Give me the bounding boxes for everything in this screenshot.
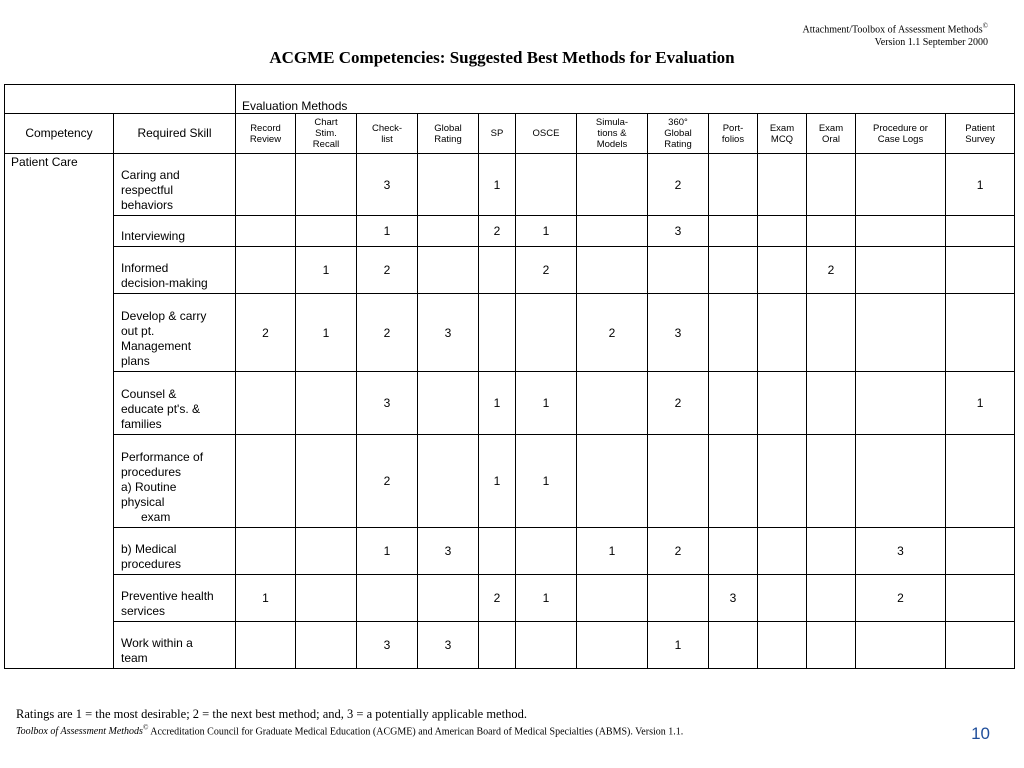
- method-header-line: Recall: [312, 139, 340, 150]
- skill-line: behaviors: [121, 198, 174, 212]
- header-blank-cell: [5, 85, 236, 114]
- rating-cell: 1: [516, 575, 577, 622]
- rating-cell: [946, 247, 1015, 294]
- method-column-header: [418, 114, 479, 154]
- method-header-line: Exam: [818, 122, 844, 134]
- skill-line: educate pt's. &: [121, 402, 201, 416]
- rating-cell: [807, 435, 856, 528]
- table-row: [5, 372, 1015, 435]
- rating-cell: [236, 622, 296, 669]
- rating-cell: 1: [648, 622, 709, 669]
- rating-cell: [357, 575, 418, 622]
- rating-cell: [577, 622, 648, 669]
- method-header-line: Global: [664, 128, 692, 139]
- method-header-line: Exam: [769, 122, 795, 134]
- rating-cell: [577, 372, 648, 435]
- method-header-line: Chart: [314, 117, 338, 128]
- required-skill-cell: [114, 435, 236, 528]
- skill-line: Interviewing: [121, 229, 186, 243]
- rating-cell: [709, 372, 758, 435]
- rating-cell: 3: [648, 294, 709, 372]
- table-row: [5, 247, 1015, 294]
- method-header-line: Patient: [965, 122, 995, 134]
- source-text: Accreditation Council for Graduate Medical Education (ACGME) and American Board of Medical Specialties (ABMS). Version 1.1.: [148, 726, 684, 738]
- required-skill-cell: [114, 622, 236, 669]
- method-header-line: Models: [596, 139, 628, 150]
- required-skill-column-header: Required Skill: [114, 114, 236, 154]
- skill-line: decision-making: [121, 276, 208, 290]
- rating-cell: [807, 372, 856, 435]
- rating-cell: [709, 294, 758, 372]
- rating-cell: 1: [479, 372, 516, 435]
- rating-cell: [236, 216, 296, 247]
- rating-cell: [856, 216, 946, 247]
- rating-cell: [296, 154, 357, 216]
- method-header-line: list: [381, 133, 393, 145]
- rating-cell: 2: [236, 294, 296, 372]
- method-header-line: Rating: [434, 133, 462, 145]
- attachment-line1: Attachment/Toolbox of Assessment Methods: [802, 24, 983, 36]
- method-header-line: tions &: [597, 128, 627, 139]
- rating-cell: 1: [236, 575, 296, 622]
- skill-line: physical: [121, 495, 165, 509]
- rating-cell: 1: [516, 435, 577, 528]
- rating-cell: 1: [479, 154, 516, 216]
- table-row: [5, 575, 1015, 622]
- skill-line: procedures: [121, 465, 182, 479]
- rating-cell: 1: [946, 154, 1015, 216]
- method-header-line: Oral: [822, 133, 840, 145]
- method-column-header: [479, 114, 516, 154]
- rating-cell: 1: [479, 435, 516, 528]
- source-note: [16, 724, 683, 737]
- rating-cell: [479, 247, 516, 294]
- rating-cell: [856, 247, 946, 294]
- rating-cell: [807, 216, 856, 247]
- rating-cell: [516, 154, 577, 216]
- method-column-header: [577, 114, 648, 154]
- rating-cell: [946, 622, 1015, 669]
- rating-cell: 1: [577, 528, 648, 575]
- attachment-copyright-mark: ©: [982, 22, 988, 30]
- rating-cell: 2: [577, 294, 648, 372]
- rating-cell: [758, 622, 807, 669]
- skill-line: Informed: [121, 261, 169, 275]
- rating-cell: 2: [648, 372, 709, 435]
- method-header-line: Case Logs: [877, 133, 924, 145]
- rating-cell: [479, 528, 516, 575]
- rating-cell: [758, 154, 807, 216]
- required-skill-cell: [114, 247, 236, 294]
- rating-cell: 3: [856, 528, 946, 575]
- skill-line: a) Routine: [121, 480, 177, 494]
- rating-cell: [758, 372, 807, 435]
- rating-cell: [236, 372, 296, 435]
- group-header-row: [5, 85, 1015, 114]
- skill-line: Management: [121, 339, 192, 353]
- skill-line: Performance of: [121, 450, 204, 464]
- rating-cell: [296, 372, 357, 435]
- table-row: [5, 216, 1015, 247]
- rating-cell: [758, 294, 807, 372]
- rating-cell: [856, 435, 946, 528]
- rating-cell: 3: [418, 294, 479, 372]
- rating-cell: 1: [516, 216, 577, 247]
- skill-line: plans: [121, 354, 150, 368]
- rating-cell: [807, 294, 856, 372]
- rating-cell: [418, 154, 479, 216]
- rating-cell: 2: [479, 216, 516, 247]
- skill-line: out pt.: [121, 324, 155, 338]
- rating-cell: [758, 575, 807, 622]
- method-column-header: [856, 114, 946, 154]
- rating-cell: 2: [648, 528, 709, 575]
- skill-line: Counsel &: [121, 387, 177, 401]
- rating-cell: [946, 575, 1015, 622]
- method-header-line: Check-: [371, 122, 403, 134]
- ratings-footnote: Ratings are 1 = the most desirable; 2 = the next best method; and, 3 = a potentially applicable method.: [16, 707, 527, 721]
- rating-cell: [709, 216, 758, 247]
- rating-cell: [807, 528, 856, 575]
- table-row: [5, 622, 1015, 669]
- rating-cell: 2: [357, 294, 418, 372]
- method-column-header: [709, 114, 758, 154]
- page-number: 10: [971, 724, 990, 743]
- rating-cell: 1: [516, 372, 577, 435]
- rating-cell: 3: [418, 528, 479, 575]
- rating-cell: [516, 528, 577, 575]
- rating-cell: [418, 435, 479, 528]
- method-header-line: Review: [249, 133, 282, 145]
- rating-cell: [946, 528, 1015, 575]
- method-column-header: [648, 114, 709, 154]
- required-skill-cell: [114, 294, 236, 372]
- method-column-header: [946, 114, 1015, 154]
- evaluation-methods-header: Evaluation Methods: [236, 85, 1015, 114]
- method-header-line: Record: [250, 122, 281, 134]
- rating-cell: [479, 294, 516, 372]
- method-header-line: folios: [721, 133, 745, 145]
- method-header-line: SP: [490, 128, 504, 139]
- rating-cell: [236, 154, 296, 216]
- skill-line: Develop & carry: [121, 309, 207, 323]
- rating-cell: [709, 247, 758, 294]
- rating-cell: [856, 154, 946, 216]
- method-header-line: Rating: [664, 139, 692, 150]
- rating-cell: 3: [357, 372, 418, 435]
- skill-line: exam: [141, 510, 171, 524]
- rating-cell: [946, 216, 1015, 247]
- method-header-line: Survey: [965, 133, 995, 145]
- rating-cell: 1: [357, 528, 418, 575]
- method-header-line: Stim.: [315, 128, 337, 139]
- rating-cell: [758, 435, 807, 528]
- rating-cell: 2: [516, 247, 577, 294]
- rating-cell: [236, 247, 296, 294]
- competency-cell: Patient Care: [5, 154, 114, 669]
- rating-cell: [296, 435, 357, 528]
- rating-cell: [709, 622, 758, 669]
- rating-cell: [516, 622, 577, 669]
- table-row: [5, 435, 1015, 528]
- table-row: [5, 294, 1015, 372]
- rating-cell: 2: [807, 247, 856, 294]
- rating-cell: 1: [946, 372, 1015, 435]
- rating-cell: 1: [357, 216, 418, 247]
- rating-cell: 2: [479, 575, 516, 622]
- attachment-note: [803, 20, 988, 49]
- rating-cell: 3: [357, 622, 418, 669]
- column-header-row: [5, 114, 1015, 154]
- skill-line: respectful: [121, 183, 174, 197]
- rating-cell: [946, 435, 1015, 528]
- evaluation-table: [4, 84, 1015, 669]
- method-column-header: [758, 114, 807, 154]
- rating-cell: [648, 435, 709, 528]
- rating-cell: [296, 528, 357, 575]
- rating-cell: [236, 435, 296, 528]
- rating-cell: [807, 575, 856, 622]
- competency-column-header: Competency: [5, 114, 114, 154]
- rating-cell: 3: [648, 216, 709, 247]
- rating-cell: 2: [357, 435, 418, 528]
- rating-cell: [296, 575, 357, 622]
- rating-cell: [236, 528, 296, 575]
- rating-cell: 2: [856, 575, 946, 622]
- rating-cell: [418, 247, 479, 294]
- rating-cell: [479, 622, 516, 669]
- rating-cell: [418, 216, 479, 247]
- method-column-header: [807, 114, 856, 154]
- rating-cell: 3: [418, 622, 479, 669]
- rating-cell: [856, 622, 946, 669]
- rating-cell: [758, 247, 807, 294]
- required-skill-cell: [114, 528, 236, 575]
- page-title: ACGME Competencies: Suggested Best Methods for Evaluation: [269, 48, 735, 67]
- rating-cell: [648, 575, 709, 622]
- rating-cell: [709, 435, 758, 528]
- method-header-line: Procedure or: [873, 122, 928, 134]
- method-column-header: [516, 114, 577, 154]
- rating-cell: 1: [296, 294, 357, 372]
- rating-cell: [709, 154, 758, 216]
- rating-cell: [296, 216, 357, 247]
- method-header-line: MCQ: [770, 133, 794, 145]
- rating-cell: [807, 622, 856, 669]
- skill-line: Preventive health: [121, 589, 214, 603]
- rating-cell: 1: [296, 247, 357, 294]
- source-copyright-mark: ©: [142, 724, 149, 732]
- rating-cell: [577, 247, 648, 294]
- rating-cell: 2: [648, 154, 709, 216]
- skill-line: b) Medical: [121, 542, 177, 556]
- attachment-line2: Version 1.1 September 2000: [874, 37, 988, 49]
- method-header-line: OSCE: [532, 128, 560, 139]
- method-header-line: 360°: [668, 117, 688, 128]
- skill-line: services: [121, 604, 166, 618]
- rating-cell: [418, 372, 479, 435]
- rating-cell: 2: [357, 247, 418, 294]
- skill-line: team: [121, 651, 148, 665]
- method-column-header: [357, 114, 418, 154]
- rating-cell: [648, 247, 709, 294]
- rating-cell: [418, 575, 479, 622]
- required-skill-cell: [114, 575, 236, 622]
- rating-cell: [577, 154, 648, 216]
- rating-cell: [296, 622, 357, 669]
- method-header-line: Simula-: [595, 117, 629, 128]
- rating-cell: [758, 216, 807, 247]
- required-skill-cell: [114, 216, 236, 247]
- method-column-header: [236, 114, 296, 154]
- required-skill-cell: [114, 154, 236, 216]
- rating-cell: [856, 372, 946, 435]
- rating-cell: 3: [357, 154, 418, 216]
- skill-line: Work within a: [121, 636, 193, 650]
- rating-cell: [709, 528, 758, 575]
- table-row: [5, 528, 1015, 575]
- rating-cell: [577, 575, 648, 622]
- skill-line: procedures: [121, 557, 182, 571]
- rating-cell: [946, 294, 1015, 372]
- rating-cell: [516, 294, 577, 372]
- method-header-line: Global: [434, 122, 462, 134]
- skill-line: families: [121, 417, 162, 431]
- rating-cell: [856, 294, 946, 372]
- source-title: Toolbox of Assessment Methods©: [16, 724, 149, 738]
- rating-cell: 3: [709, 575, 758, 622]
- rating-cell: [577, 216, 648, 247]
- rating-cell: [807, 154, 856, 216]
- table-row: [5, 154, 1015, 216]
- method-header-line: Port-: [722, 122, 744, 134]
- skill-line: Caring and: [121, 168, 180, 182]
- required-skill-cell: [114, 372, 236, 435]
- rating-cell: [758, 528, 807, 575]
- method-column-header: [296, 114, 357, 154]
- rating-cell: [577, 435, 648, 528]
